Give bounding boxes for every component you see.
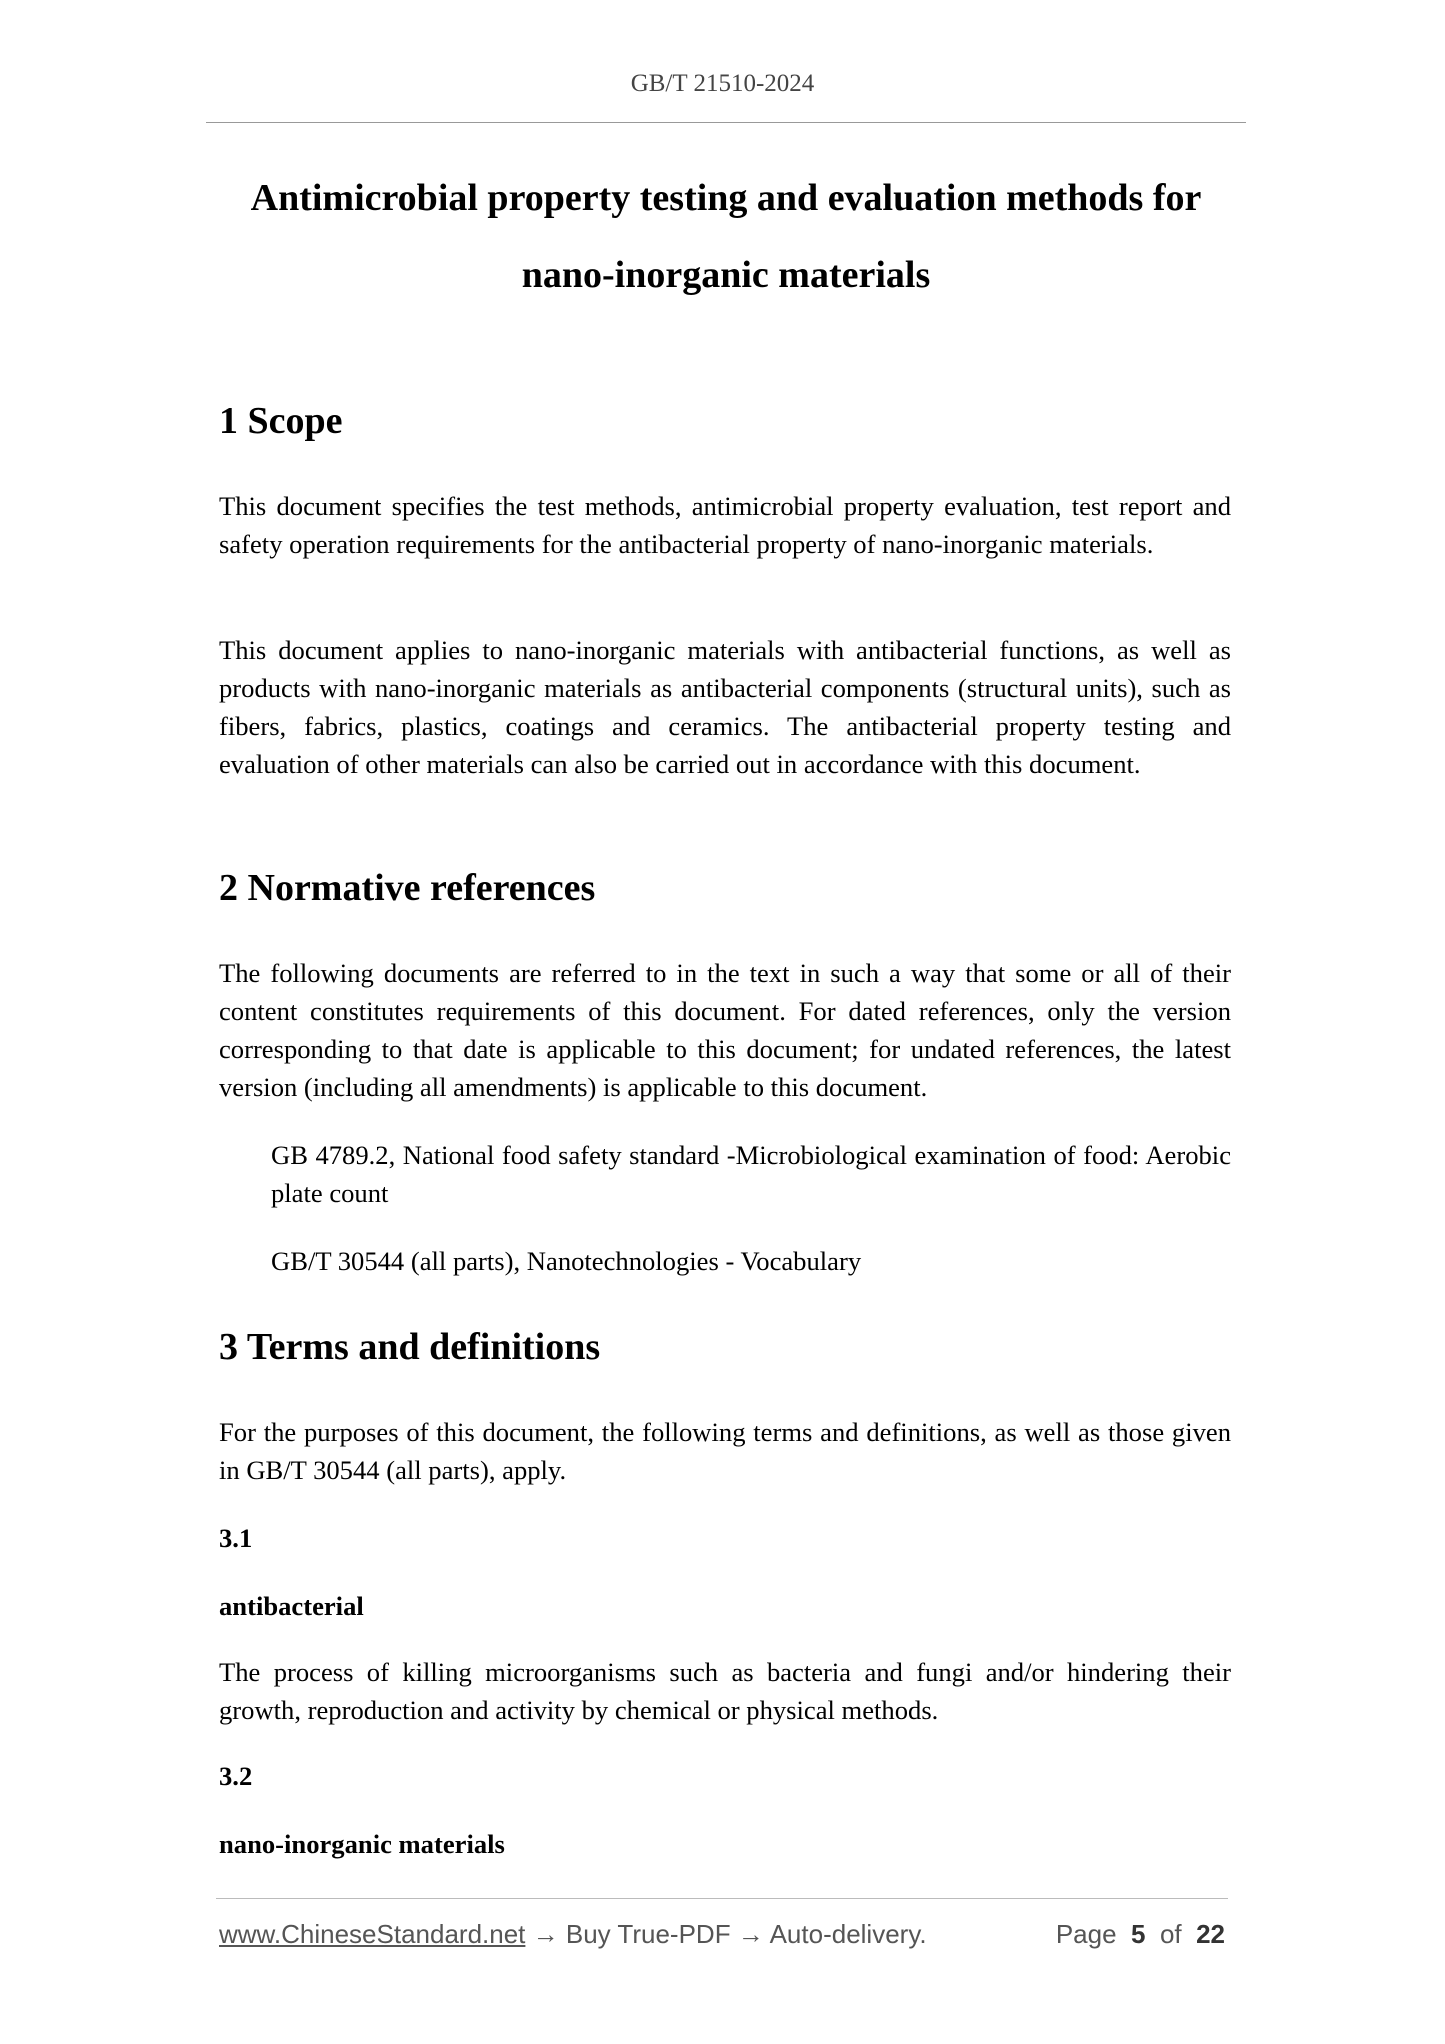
term-number: 3.1 xyxy=(219,1523,253,1553)
scope-paragraph-1: This document specifies the test methods, antimicrobial property evaluation, test report and safety operation requirements for the antibacterial property of nano-inorganic materials. xyxy=(219,491,1231,559)
document-title xyxy=(206,160,1246,314)
term-name: nano-inorganic materials xyxy=(219,1829,505,1859)
header-divider xyxy=(206,122,1246,123)
page-of-label: of xyxy=(1159,1919,1182,1949)
section-heading-terms-definitions: 3 Terms and definitions xyxy=(219,1326,601,1368)
running-header: GB/T 21510-2024 xyxy=(630,70,815,97)
reference-item: GB/T 30544 (all parts), Nanotechnologies - Vocabulary xyxy=(271,1246,862,1276)
scope-paragraph-2: This document applies to nano-inorganic materials with antibacterial functions, as well as products with nano-inorganic materials as antibacterial components (structural units), such as fibers, fabrics, plastics, coatings and ceramics. The antibacterial property testing and evaluation of other materials can also be carried out in accordance with this document. xyxy=(219,635,1231,779)
page-total: 22 xyxy=(1196,1919,1225,1949)
term-number: 3.2 xyxy=(219,1761,253,1791)
term-name: antibacterial xyxy=(219,1591,364,1621)
normative-intro-paragraph: The following documents are referred to in the text in such a way that some or all of their content constitutes requirements of this document. For dated references, only the version corresponding to that date is applicable to this document; for undated references, the latest version (including all amendments) is applicable to this document. xyxy=(219,958,1231,1102)
footer-promo-text: → Buy True-PDF → Auto-delivery. xyxy=(532,1919,927,1949)
page-indicator xyxy=(1056,1917,1225,1951)
terms-intro-paragraph: For the purposes of this document, the following terms and definitions, as well as those given in GB/T 30544 (all parts), apply. xyxy=(219,1417,1231,1485)
page-label: Page xyxy=(1055,1919,1117,1949)
document-title-line-2: nano-inorganic materials xyxy=(521,254,931,296)
page-current: 5 xyxy=(1131,1919,1146,1949)
website-link[interactable]: www.ChineseStandard.net xyxy=(219,1919,526,1949)
section-heading-normative-references: 2 Normative references xyxy=(219,867,596,909)
page-footer xyxy=(219,1917,1225,1951)
term-definition: The process of killing microorganisms such as bacteria and fungi and/or hindering their growth, reproduction and activity by chemical or physical methods. xyxy=(219,1657,1231,1725)
section-heading-scope: 1 Scope xyxy=(219,400,343,442)
document-title-line-1: Antimicrobial property testing and evaluation methods for xyxy=(250,177,1202,219)
footer-divider xyxy=(216,1898,1228,1899)
reference-item: GB 4789.2, National food safety standard -Microbiological examination of food: Aerobic plate count xyxy=(271,1140,1231,1208)
